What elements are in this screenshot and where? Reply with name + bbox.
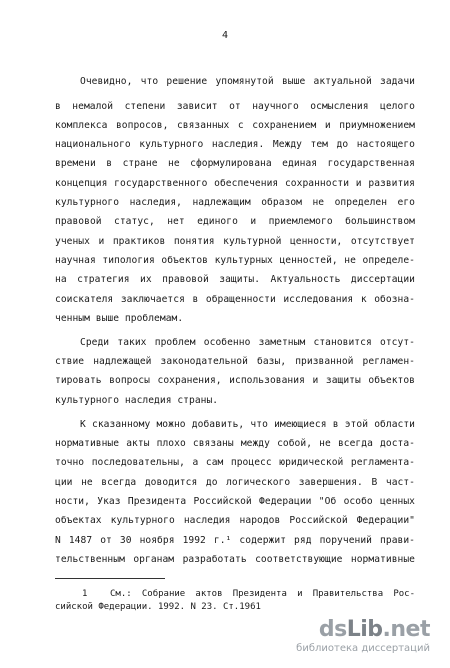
text-line: N 1487 от 30 ноября 1992 г.¹ содержит ряд поручений прави-	[55, 535, 415, 546]
text-line: национального культурного наследия. Между тем до настоящего	[55, 139, 415, 150]
text-line: точно последовательны, а сам процесс юридической регламента-	[55, 457, 415, 468]
text-line: ченным выше проблемам.	[55, 313, 184, 324]
text-line: соискателя заключается в обращенности исследования к обозна-	[55, 294, 415, 305]
text-line: тировать вопросы сохранения, использования и защиты объектов	[55, 375, 415, 386]
text-line: объектах культурного наследия народов Российской Федерации"	[55, 515, 415, 526]
text-line: времени в стране не сформулирована единая государственная	[55, 158, 415, 169]
text-line: научная типология объектов культурных ценностей, не определе-	[55, 255, 415, 266]
footnote-line: сийской Федерации. 1992. N 23. Ст.1961	[55, 602, 261, 612]
footnote-divider	[55, 578, 165, 579]
text-line: нормативные акты плохо связаны между собой, не всегда доста-	[55, 438, 415, 449]
dslib-logo: dsLib.net	[318, 617, 430, 642]
text-line: тельственным органам разработать соответствующие нормативные	[55, 554, 415, 565]
text-line: ности, Указ Президента Российской Федерации "Об особо ценных	[55, 496, 415, 507]
text-line: ствие надлежащей законодательной базы, призванной регламен-	[55, 356, 415, 367]
text-line: концепция государственного обеспечения сохранности и развития	[55, 178, 415, 189]
text-line: комплекса вопросов, связанных с сохранением и приумножением	[55, 120, 415, 131]
dslib-subtitle: библиотека диссертаций	[296, 643, 430, 654]
text-line: ученых и практиков понятия культурной ценности, отсутствует	[55, 236, 415, 247]
text-line: Очевидно, что решение упомянутой выше актуальной задачи	[80, 76, 415, 87]
footnote-line: См.: Собрание актов Президента и Правительства Рос-	[110, 589, 415, 599]
text-line: в немалой степени зависит от научного осмысления целого	[55, 101, 415, 112]
text-line: ции не всегда доводится до логического завершения. В част-	[55, 477, 415, 488]
dslib-watermark	[296, 619, 430, 654]
page-number: 4	[221, 30, 229, 41]
text-line: правовой статус, нет единого и приемлемого большинством	[55, 216, 415, 227]
footnote-marker: 1	[82, 589, 88, 599]
text-line: культурного наследия, надлежащим образом не определен его	[55, 197, 415, 208]
text-line: на стратегия их правовой защиты. Актуальность диссертации	[55, 274, 415, 285]
text-line: культурного наследия страны.	[55, 395, 219, 406]
text-line: К сказанному можно добавить, что имеющиеся в этой области	[80, 419, 415, 430]
text-line: Среди таких проблем особенно заметным становится отсут-	[80, 337, 415, 348]
